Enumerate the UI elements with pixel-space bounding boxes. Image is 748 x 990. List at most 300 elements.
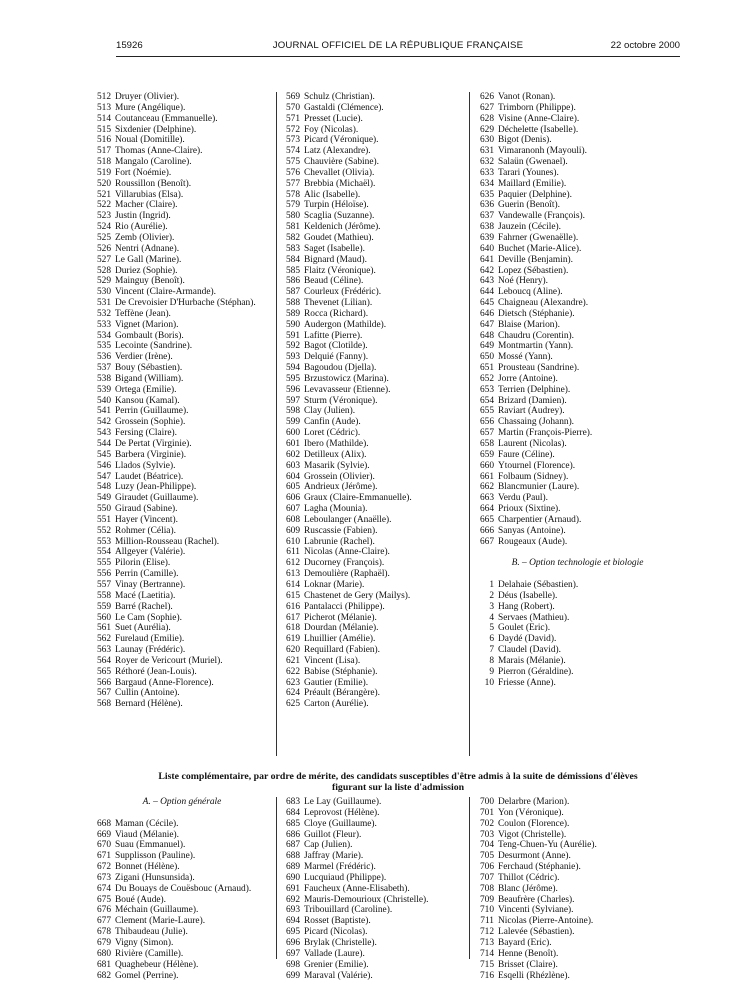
list-item — [475, 526, 680, 537]
rank-number: 520 — [96, 178, 111, 189]
list-item — [475, 960, 680, 971]
candidate-name: Pantalacci (Philippe). — [304, 601, 385, 612]
candidate-name: Brzustowicz (Marina). — [304, 373, 389, 384]
candidate-name: Lecointe (Sandrine). — [115, 341, 193, 352]
list-item — [281, 168, 463, 179]
candidate-name: Justin (Ingrid). — [115, 211, 171, 222]
candidate-name: Vincent (Claire-Armande). — [115, 287, 216, 298]
list-item — [281, 656, 463, 667]
list-item — [475, 830, 680, 841]
candidate-name: Réthoré (Jean-Louis). — [115, 666, 197, 677]
list-item — [281, 233, 463, 244]
rank-number: 701 — [479, 807, 494, 818]
rank-number: 711 — [480, 916, 494, 927]
column-divider — [276, 92, 277, 756]
candidate-name: Vimaranonh (Mayouli). — [498, 146, 587, 157]
candidate-name: Mauris-Demourioux (Christelle). — [304, 894, 429, 905]
candidate-name: Beaud (Céline). — [304, 276, 364, 287]
candidate-name: Bargaud (Anne-Florence). — [115, 677, 214, 688]
rank-number: 644 — [479, 287, 494, 298]
rank-number: 673 — [96, 872, 111, 883]
rank-number: 710 — [479, 905, 494, 916]
rank-number: 671 — [96, 851, 111, 862]
rank-number: 7 — [489, 645, 494, 656]
list-item — [281, 244, 463, 255]
rank-number: 686 — [285, 829, 300, 840]
list-item — [475, 125, 680, 136]
rank-number: 553 — [96, 536, 111, 547]
list-item — [281, 591, 463, 602]
list-item — [475, 623, 680, 634]
candidate-name: Ibero (Mathilde). — [304, 439, 369, 449]
list-item — [281, 428, 463, 439]
list-item — [281, 114, 463, 125]
list-item — [281, 482, 463, 493]
candidate-name: Marais (Mélanie). — [498, 655, 566, 666]
candidate-name: Brizard (Damien). — [498, 395, 567, 406]
list-item — [281, 645, 463, 656]
rank-number: 684 — [285, 807, 300, 818]
spacer — [475, 569, 680, 580]
candidate-name: Faure (Céline). — [498, 449, 555, 460]
candidate-name: Cullin (Antoine). — [115, 688, 180, 699]
rank-number: 658 — [479, 439, 494, 449]
supplementary-title-line-1: Liste complémentaire, par ordre de mérite, des candidats susceptibles d'être admis à la suite de démissions d'élèves — [158, 771, 638, 782]
list-item — [475, 938, 680, 949]
rank-number: 550 — [96, 504, 111, 515]
list-item — [92, 537, 272, 548]
rank-number: 636 — [479, 200, 494, 211]
rank-number: 584 — [285, 254, 300, 265]
rank-number: 2 — [489, 590, 494, 601]
candidate-name: Fahrner (Gwenaëlle). — [498, 232, 579, 243]
rank-number: 563 — [96, 645, 111, 656]
spacer — [92, 808, 272, 819]
list-item — [281, 309, 463, 320]
rank-number: 548 — [96, 482, 111, 493]
list-item — [281, 862, 463, 873]
list-item — [92, 591, 272, 602]
list-item — [475, 363, 680, 374]
rank-number: 526 — [96, 243, 111, 254]
rank-number: 4 — [489, 612, 494, 623]
candidate-name: Zemb (Olivier). — [115, 232, 175, 243]
candidate-name: Ytournel (Florence). — [498, 460, 576, 471]
rank-number: 583 — [285, 243, 300, 254]
list-item — [92, 331, 272, 342]
rank-number: 649 — [479, 341, 494, 352]
list-item — [281, 949, 463, 960]
candidate-name: Bigand (William). — [115, 373, 184, 384]
candidate-name: Grossein (Sophie). — [115, 417, 186, 428]
rank-number: 607 — [285, 504, 300, 515]
rank-number: 8 — [489, 655, 494, 666]
list-item — [92, 949, 272, 960]
rank-number: 630 — [479, 135, 494, 146]
rank-number: 595 — [285, 373, 300, 384]
candidate-name: Detilleux (Alix). — [304, 449, 367, 460]
list-item — [475, 146, 680, 157]
candidate-name: Bouy (Sébastien). — [115, 363, 183, 374]
rank-number: 529 — [96, 276, 111, 287]
rank-number: 637 — [479, 211, 494, 222]
list-item — [281, 678, 463, 689]
candidate-name: Pierron (Géraldine). — [498, 666, 574, 677]
candidate-name: Suau (Emmanuel). — [115, 840, 186, 851]
candidate-name: Fersing (Claire). — [115, 428, 177, 439]
rank-number: 519 — [96, 167, 111, 178]
candidate-name: Bernard (Hélène). — [115, 699, 183, 710]
list-item — [475, 168, 680, 179]
candidate-name: Perrin (Guillaume). — [115, 406, 189, 417]
candidate-name: Picard (Véronique). — [304, 135, 379, 146]
list-item — [475, 873, 680, 884]
list-item — [281, 103, 463, 114]
rank-number: 705 — [479, 851, 494, 862]
candidate-name: Lopez (Sébastien). — [498, 265, 569, 276]
candidate-name: Villarubias (Elsa). — [115, 189, 184, 200]
rank-number: 561 — [96, 623, 111, 634]
list-item — [281, 461, 463, 472]
candidate-name: Barré (Rachel). — [115, 601, 173, 612]
candidate-name: Verdier (Irène). — [115, 352, 173, 363]
candidate-name: Leboulanger (Anaëlle). — [304, 514, 392, 525]
candidate-name: Coutanceau (Emmanuelle). — [115, 113, 218, 124]
candidate-name: Turpin (Héloïse). — [304, 200, 369, 211]
list-item — [92, 341, 272, 352]
list-item — [475, 396, 680, 407]
rank-number: 621 — [285, 655, 300, 666]
candidate-name: Noé (Henry). — [498, 276, 548, 287]
candidate-name: Grossein (Olivier). — [304, 471, 375, 482]
list-item — [475, 428, 680, 439]
rank-number: 538 — [96, 373, 111, 384]
list-item — [281, 960, 463, 971]
candidate-name: Bignard (Maud). — [304, 254, 368, 265]
candidate-name: Roussillon (Benoît). — [115, 178, 192, 189]
journal-title: JOURNAL OFFICIEL DE LA RÉPUBLIQUE FRANÇAISE — [272, 40, 524, 51]
list-item — [281, 916, 463, 927]
rank-number: 586 — [285, 276, 300, 287]
candidate-name: Presset (Lucie). — [304, 113, 363, 124]
list-item — [475, 602, 680, 613]
list-item — [281, 569, 463, 580]
candidate-name: Druyer (Olivier). — [115, 92, 180, 102]
rank-number: 685 — [285, 818, 300, 829]
list-item — [475, 406, 680, 417]
header-rule — [116, 56, 680, 57]
candidate-name: Clay (Julien). — [304, 406, 356, 417]
rank-number: 542 — [96, 417, 111, 428]
rank-number: 665 — [479, 514, 494, 525]
rank-number: 689 — [285, 862, 300, 873]
candidate-name: Audergon (Mathilde). — [304, 319, 387, 330]
rank-number: 643 — [479, 276, 494, 287]
candidate-name: Marmel (Frédéric). — [304, 862, 376, 873]
list-item — [281, 179, 463, 190]
rank-number: 635 — [479, 189, 494, 200]
rank-number: 624 — [285, 688, 300, 699]
candidate-name: Mangalo (Caroline). — [115, 157, 192, 168]
list-item — [475, 580, 680, 591]
rank-number: 668 — [96, 818, 111, 829]
candidate-name: Allgeyer (Valérie). — [115, 547, 186, 558]
list-item — [475, 190, 680, 201]
rank-number: 694 — [285, 916, 300, 927]
candidate-name: Vignet (Marion). — [115, 319, 179, 330]
rank-number: 594 — [285, 363, 300, 374]
supplementary-column-2 — [281, 797, 463, 981]
list-item — [92, 699, 272, 710]
candidate-name: Maman (Cécile). — [115, 818, 179, 829]
candidate-name: Chaudru (Corentin). — [498, 330, 575, 341]
rank-number: 657 — [479, 428, 494, 439]
list-item — [281, 266, 463, 277]
candidate-name: Luzy (Jean-Philippe). — [115, 482, 197, 493]
rank-number: 683 — [285, 797, 300, 807]
candidate-name: Mure (Angélique). — [115, 102, 186, 113]
rank-number: 521 — [96, 189, 111, 200]
rank-number: 623 — [285, 677, 300, 688]
candidate-name: Kansou (Kamal). — [115, 395, 180, 406]
list-item — [475, 341, 680, 352]
candidate-name: Leboucq (Aline). — [498, 287, 563, 298]
list-item — [92, 862, 272, 873]
list-item — [92, 190, 272, 201]
rank-number: 706 — [479, 862, 494, 873]
candidate-name: Loret (Cédric). — [304, 428, 361, 439]
rank-number: 515 — [96, 124, 111, 135]
list-item — [475, 645, 680, 656]
list-item — [475, 352, 680, 363]
rank-number: 531 — [96, 298, 111, 309]
list-item — [475, 678, 680, 689]
list-item — [281, 895, 463, 906]
rank-number: 690 — [285, 872, 300, 883]
rank-number: 523 — [96, 211, 111, 222]
rank-number: 617 — [285, 612, 300, 623]
rank-number: 537 — [96, 363, 111, 374]
rank-number: 629 — [479, 124, 494, 135]
list-item — [281, 840, 463, 851]
rank-number: 681 — [96, 959, 111, 970]
candidate-name: Rohmer (Célia). — [115, 525, 176, 536]
rank-number: 699 — [285, 970, 300, 981]
rank-number: 626 — [479, 92, 494, 102]
rank-number: 568 — [96, 699, 111, 710]
supplementary-column-1 — [92, 797, 272, 981]
rank-number: 661 — [479, 471, 494, 482]
candidate-name: Brebbia (Michaël). — [304, 178, 376, 189]
list-item — [281, 363, 463, 374]
rank-number: 648 — [479, 330, 494, 341]
candidate-name: Nicolas (Anne-Claire). — [304, 547, 390, 558]
rank-number: 682 — [96, 970, 111, 981]
list-item — [92, 276, 272, 287]
candidate-name: Mainguy (Benoît). — [115, 276, 185, 287]
rank-number: 640 — [479, 243, 494, 254]
list-item — [92, 266, 272, 277]
rank-number: 606 — [285, 493, 300, 504]
candidate-name: Babise (Stéphanie). — [304, 666, 378, 677]
candidate-name: Friesse (Anne). — [498, 677, 556, 688]
rank-number: 574 — [285, 146, 300, 157]
rank-number: 647 — [479, 319, 494, 330]
list-item — [475, 482, 680, 493]
list-item — [281, 688, 463, 699]
candidate-name: Gautier (Emilie). — [304, 677, 369, 688]
rank-number: 576 — [285, 167, 300, 178]
list-item — [281, 298, 463, 309]
candidate-name: Chauvière (Sabine). — [304, 157, 379, 168]
list-item — [281, 385, 463, 396]
candidate-name: Masarik (Sylvie). — [304, 460, 370, 471]
rank-number: 527 — [96, 254, 111, 265]
rank-number: 715 — [479, 959, 494, 970]
candidate-name: Noual (Domitille). — [115, 135, 185, 146]
list-item — [92, 819, 272, 830]
candidate-name: Tribouillard (Caroline). — [304, 905, 393, 916]
rank-number: 573 — [285, 135, 300, 146]
rank-number: 620 — [285, 645, 300, 656]
candidate-name: Rosset (Baptiste). — [304, 916, 371, 927]
rank-number: 638 — [479, 222, 494, 233]
rank-number: 597 — [285, 395, 300, 406]
list-item — [475, 211, 680, 222]
candidate-name: Tarari (Younes). — [498, 167, 559, 178]
rank-number: 678 — [96, 927, 111, 938]
list-item — [92, 873, 272, 884]
rank-number: 651 — [479, 363, 494, 374]
list-item — [92, 287, 272, 298]
list-item — [92, 905, 272, 916]
candidate-name: Delahaie (Sébastien). — [498, 579, 579, 590]
rank-number: 616 — [285, 601, 300, 612]
rank-number: 596 — [285, 384, 300, 395]
rank-number: 564 — [96, 655, 111, 666]
rank-number: 655 — [479, 406, 494, 417]
candidate-name: Furelaud (Emilie). — [115, 634, 185, 645]
rank-number: 675 — [96, 894, 111, 905]
list-item — [92, 179, 272, 190]
list-item — [475, 244, 680, 255]
list-item — [475, 276, 680, 287]
candidate-name: Déus (Isabelle). — [498, 590, 558, 601]
candidate-name: Guillot (Fleur). — [304, 829, 362, 840]
page-header — [116, 40, 680, 54]
list-item — [281, 493, 463, 504]
candidate-name: Cap (Julien). — [304, 840, 353, 851]
list-item — [281, 92, 463, 103]
rank-number: 600 — [285, 428, 300, 439]
candidate-name: Gombault (Boris). — [115, 330, 184, 341]
list-item — [475, 385, 680, 396]
rank-number: 525 — [96, 232, 111, 243]
list-item — [281, 287, 463, 298]
candidate-name: Andrieux (Jérôme). — [304, 482, 378, 493]
list-item — [475, 971, 680, 982]
candidate-name: Quaghebeur (Hélène). — [115, 959, 199, 970]
list-item — [475, 591, 680, 602]
candidate-name: Buchet (Marie-Alice). — [498, 243, 582, 254]
list-item — [92, 851, 272, 862]
rank-number: 585 — [285, 265, 300, 276]
rank-number: 632 — [479, 157, 494, 168]
candidate-name: Requillard (Fabien). — [304, 645, 381, 656]
list-item — [92, 309, 272, 320]
candidate-name: Flaitz (Véronique). — [304, 265, 376, 276]
list-item — [281, 623, 463, 634]
list-item — [281, 200, 463, 211]
list-item — [281, 276, 463, 287]
rank-number: 707 — [479, 872, 494, 883]
list-item — [475, 320, 680, 331]
list-item — [92, 623, 272, 634]
candidate-name: Picherot (Mélanie). — [304, 612, 377, 623]
rank-number: 588 — [285, 298, 300, 309]
rank-number: 633 — [479, 167, 494, 178]
candidate-name: Jauzein (Cécile). — [498, 222, 561, 233]
rank-number: 551 — [96, 514, 111, 525]
list-item — [475, 472, 680, 483]
rank-number: 700 — [479, 797, 494, 807]
candidate-name: Dietsch (Stéphanie). — [498, 308, 575, 319]
list-item — [92, 168, 272, 179]
candidate-name: Visine (Anne-Claire). — [498, 113, 580, 124]
list-item — [475, 905, 680, 916]
rank-number: 692 — [285, 894, 300, 905]
rank-number: 608 — [285, 514, 300, 525]
list-item — [475, 298, 680, 309]
candidate-name: Vincenti (Sylviane). — [498, 905, 574, 916]
list-item — [281, 450, 463, 461]
candidate-name: Duriez (Sophie). — [115, 265, 178, 276]
rank-number: 695 — [285, 927, 300, 938]
list-item — [92, 406, 272, 417]
list-item — [92, 135, 272, 146]
candidate-name: Maraval (Valérie). — [304, 970, 373, 981]
list-item — [92, 971, 272, 982]
rank-number: 528 — [96, 265, 111, 276]
rank-number: 580 — [285, 211, 300, 222]
rank-number: 631 — [479, 146, 494, 157]
list-item — [475, 916, 680, 927]
rank-number: 587 — [285, 287, 300, 298]
rank-number: 530 — [96, 287, 111, 298]
list-item — [475, 135, 680, 146]
list-item — [475, 884, 680, 895]
rank-number: 677 — [96, 916, 111, 927]
rank-number: 559 — [96, 601, 111, 612]
list-item — [281, 808, 463, 819]
candidate-name: Guerin (Benoît). — [498, 200, 560, 211]
rank-number: 702 — [479, 818, 494, 829]
list-item — [281, 526, 463, 537]
rank-number: 704 — [479, 840, 494, 851]
candidate-name: Préault (Bérangère). — [304, 688, 381, 699]
list-item — [475, 439, 680, 450]
candidate-name: Llados (Sylvie). — [115, 460, 176, 471]
supplementary-column-3 — [475, 797, 680, 981]
rank-number: 543 — [96, 428, 111, 439]
list-item — [92, 472, 272, 483]
candidate-name: Blaise (Marion). — [498, 319, 560, 330]
list-item — [92, 244, 272, 255]
rank-number: 592 — [285, 341, 300, 352]
candidate-name: Chevallet (Olivia). — [304, 167, 375, 178]
list-item — [475, 927, 680, 938]
candidate-name: Verdu (Paul). — [498, 493, 548, 504]
